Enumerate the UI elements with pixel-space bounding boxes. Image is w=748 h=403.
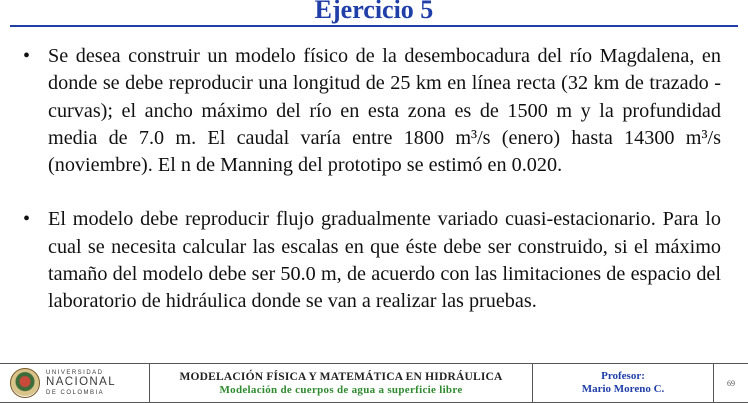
- bullet-list: [21, 43, 721, 316]
- university-seal-icon: [10, 368, 40, 398]
- university-line1: UNIVERSIDAD: [46, 370, 104, 377]
- professor-info: [533, 364, 714, 402]
- bullet-icon: •: [23, 208, 31, 231]
- course-info: [150, 364, 533, 402]
- bullet-item: [21, 43, 721, 179]
- professor-label: Profesor:: [601, 370, 645, 382]
- bullet-icon: •: [23, 45, 31, 67]
- university-wordmark: [46, 370, 116, 396]
- slide-footer: [0, 363, 748, 403]
- course-title: MODELACIÓN FÍSICA Y MATEMÁTICA EN HIDRÁULICA: [179, 370, 503, 383]
- university-logo: [0, 364, 150, 402]
- slide-title: Ejercicio 5: [314, 0, 434, 24]
- university-line3: DE COLOMBIA: [46, 389, 105, 396]
- bullet-text: El modelo debe reproducir flujo gradualmente variado cuasi-estacionario. Para lo cual se necesita calcular las escalas en que éste debe ser construido, si el máximo tamaño del modelo debe ser 50.0 m, de acuerdo con las limitaciones de espacio del laboratorio de hidráulica donde se van a realizar las pruebas.: [48, 208, 721, 313]
- professor-name: Mario Moreno C.: [581, 383, 665, 395]
- bullet-item: [21, 206, 721, 315]
- university-line2: NACIONAL: [46, 376, 116, 389]
- course-subtitle: Modelación de cuerpos de agua a superficie libre: [219, 383, 463, 396]
- bullet-text: Se desea construir un modelo físico de la desembocadura del río Magdalena, en donde se debe reproducir una longitud de 25 km en línea recta (32 km de trazado - curvas); el ancho máximo del río en esta zona es de 1500 m y la profundidad media de 7.0 m. El caudal varía entre 1800 m³/s (enero) hasta 14300 m³/s (noviembre). El n de Manning del prototipo se estimó en 0.020.: [48, 45, 721, 177]
- title-divider: [10, 25, 738, 27]
- page-number: 69: [727, 378, 735, 388]
